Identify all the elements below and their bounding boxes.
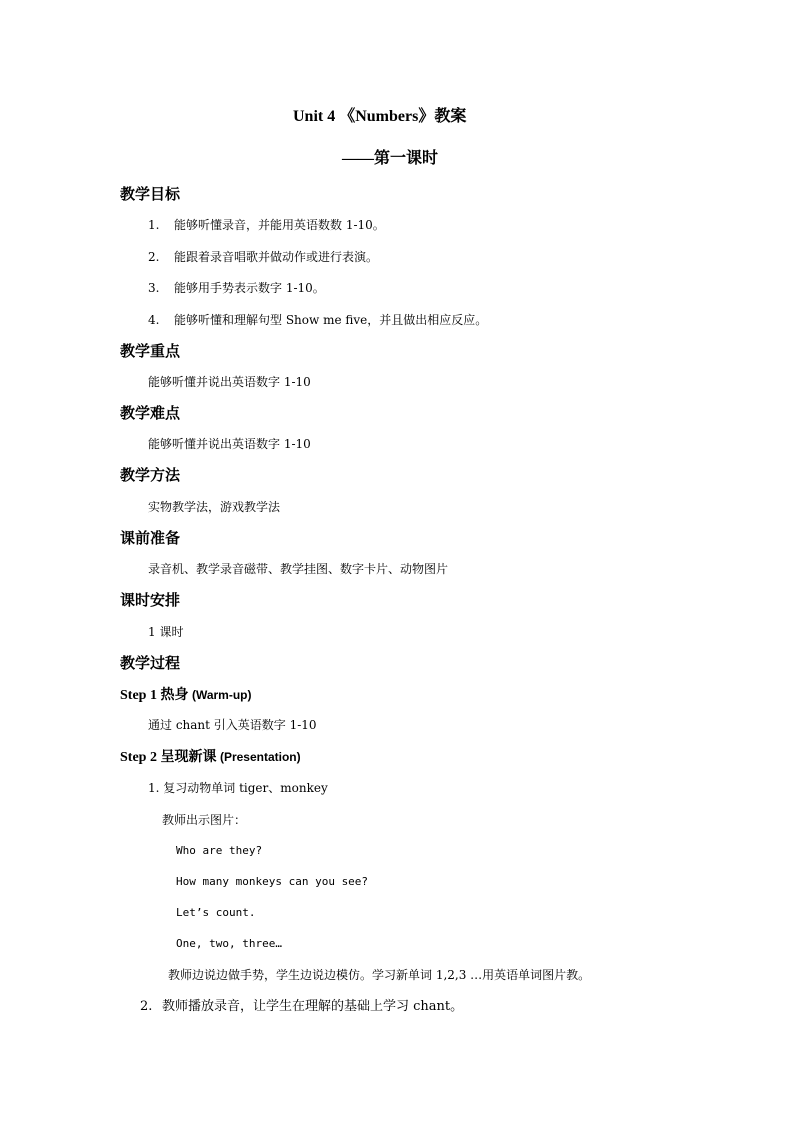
objective-number: 4.	[148, 313, 160, 327]
teacher-shows-text: 教师出示图片：	[162, 813, 247, 827]
objective-text: 能够用手势表示数字 1-10。	[174, 281, 325, 295]
step1-label: Step 1 热身	[120, 688, 189, 703]
step2-label: Step 2 呈现新课	[120, 750, 217, 765]
step1-heading	[120, 685, 252, 706]
schedule-text: 1 课时	[148, 625, 184, 639]
methods-heading: 教学方法	[120, 466, 181, 484]
document-title: Unit 4 《Numbers》教案	[293, 108, 467, 125]
objective-text: 能够听懂录音，并能用英语数数 1-10。	[174, 218, 385, 232]
objective-item	[148, 215, 385, 235]
dialogue-line: Let’s count.	[176, 906, 256, 919]
dialogue-line: Who are they?	[176, 844, 263, 857]
document-subtitle: ——第一课时	[342, 150, 439, 167]
methods-text: 实物教学法，游戏教学法	[148, 500, 281, 514]
dialogue-line: How many monkeys can you see?	[176, 875, 369, 888]
objective-number: 3.	[148, 281, 160, 295]
objective-text: 能跟着录音唱歌并做动作或进行表演。	[174, 250, 379, 264]
difficulties-heading: 教学难点	[120, 404, 181, 422]
step1-text: 通过 chant 引入英语数字 1-10	[148, 718, 317, 732]
objective-item	[148, 247, 378, 267]
step1-subtitle: (Warm-up)	[191, 688, 252, 702]
objective-item	[148, 310, 487, 330]
objective-text: 能够听懂和理解句型 Show me five，并且做出相应反应。	[174, 313, 488, 327]
key-points-text: 能够听懂并说出英语数字 1-10	[148, 375, 311, 389]
step2-item2	[140, 997, 463, 1017]
gesture-text: 教师边说边做手势，学生边说边模仿。学习新单词 1,2,3 …用英语单词图片教。	[168, 968, 591, 982]
preparation-heading: 课前准备	[120, 529, 181, 547]
step2-item2-text: 教师播放录音，让学生在理解的基础上学习 chant。	[162, 999, 464, 1014]
key-points-heading: 教学重点	[120, 342, 181, 360]
preparation-text: 录音机、教学录音磁带、教学挂图、数字卡片、动物图片	[148, 562, 449, 576]
objective-number: 1.	[148, 218, 160, 232]
step2-subtitle: (Presentation)	[219, 750, 301, 764]
objective-item	[148, 278, 325, 298]
step2-heading	[120, 747, 301, 768]
difficulties-text: 能够听懂并说出英语数字 1-10	[148, 437, 311, 451]
objective-number: 2.	[148, 250, 160, 264]
objectives-heading: 教学目标	[120, 185, 181, 203]
process-heading: 教学过程	[120, 654, 181, 672]
step2-item1: 1. 复习动物单词 tiger、monkey	[148, 781, 328, 795]
step2-item2-number: 2.	[140, 999, 153, 1014]
dialogue-line: One, two, three…	[176, 937, 282, 950]
schedule-heading: 课时安排	[120, 591, 181, 609]
